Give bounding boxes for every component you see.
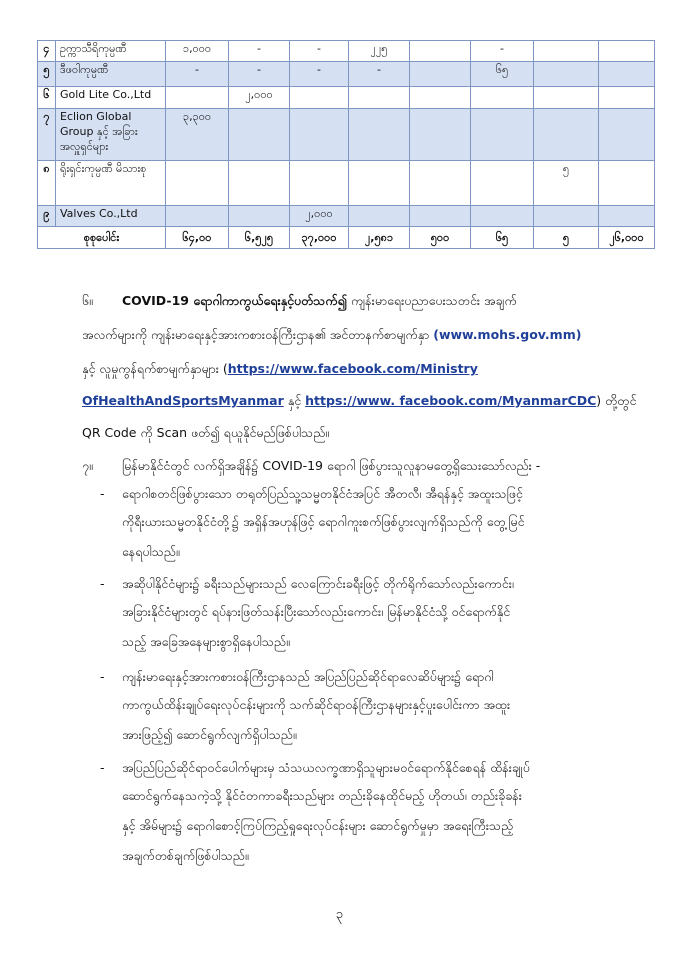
bullet-line: အဆိုပါနိုင်ငံများ၌ ခရီးသည်များသည် လေကြောင်းခရီးဖြင့် တိုက်ရိုက်သော်လည်းကောင်း၊ — [122, 576, 514, 591]
table-row — [38, 87, 655, 109]
table-cell — [471, 206, 534, 227]
table-cell: - — [166, 62, 229, 87]
bullet-line: ကိုရီးယားသမ္မတနိုင်ငံတို့၌ အရှိန်အဟုန်ဖြင့် ရောဂါကူးစက်ဖြစ်ပွားလျက်ရှိသည်ကို တွေ့မြင် — [122, 514, 525, 529]
text: မြန်မာနိုင်ငံတွင် လက်ရှိအချိန်၌ COVID-19 ရောဂါ ဖြစ်ပွားသူလူနာမတွေ့ရှိသေးသော်လည်း - — [122, 458, 541, 473]
table-cell: - — [229, 41, 290, 62]
bullet-text — [122, 755, 638, 873]
bullet-dash: - — [100, 576, 105, 591]
table-row — [38, 161, 655, 206]
bullet-line: အခြားနိုင်ငံများတွင် ရပ်နားဖြတ်သန်းပြီးသော်လည်းကောင်း၊ မြန်မာနိုင်ငံသို့ ဝင်ရောက်နိုင် — [122, 604, 511, 619]
table-cell — [534, 62, 599, 87]
table-cell — [599, 206, 655, 227]
donor-name: ရိုးရှင်းကုမ္ပဏီ မိသားစု — [56, 161, 166, 206]
bullet-dash: - — [100, 669, 105, 684]
paragraph-number: ၇။ — [82, 458, 93, 473]
table-cell: ၃,၃၀၀ — [166, 109, 229, 161]
table-cell: - — [290, 41, 349, 62]
table-cell — [534, 206, 599, 227]
total-row — [38, 227, 655, 249]
donor-name: Gold Lite Co.,Ltd — [56, 87, 166, 109]
total-cell: ၂,၅၈၁ — [349, 227, 410, 249]
text: QR Code ကို Scan ဖတ်၍ ရယူနိုင်မည်ဖြစ်ပါသည်။ — [82, 425, 330, 440]
total-cell: ၆၅ — [471, 227, 534, 249]
total-cell: ၃၇,၀၀၀ — [290, 227, 349, 249]
table-cell — [599, 41, 655, 62]
table-cell: ၂၂၅ — [349, 41, 410, 62]
table-cell — [290, 87, 349, 109]
bullet-text — [122, 664, 638, 752]
table-cell — [349, 206, 410, 227]
bullet-line: အပြည်ပြည်ဆိုင်ရာဝင်ပေါက်များမှ သံသယလက္ခဏာရှိသူများမဝင်ရောက်နိုင်စေရန် ထိန်းချုပ် — [122, 760, 530, 775]
bullet-dash: - — [100, 486, 105, 501]
total-cell: ၂၆,၀၀၀ — [599, 227, 655, 249]
table-cell — [599, 87, 655, 109]
bullet-line: ဆောင်ရွက်နေသကဲ့သို့ နိုင်ငံတကာခရီးသည်များ တည်းခိုနေထိုင်မည့် ဟိုတယ်၊ တည်းခိုခန်း — [122, 788, 522, 803]
table-cell — [290, 109, 349, 161]
text: နှင့် — [283, 393, 306, 408]
page-number: ၃ — [335, 907, 344, 922]
table-cell — [534, 41, 599, 62]
bullet-text — [122, 571, 638, 659]
table-cell — [349, 161, 410, 206]
table-cell — [471, 87, 534, 109]
text: နှင့် လူမှုကွန်ရက်စာမျက်နှာများ ( — [82, 361, 228, 376]
donor-name: ဥက္ကာသီရိကုမ္ပဏီ — [56, 41, 166, 62]
text: ကျန်းမာရေးပညာပေးသတင်း အချက် — [350, 293, 517, 308]
table-cell — [410, 206, 471, 227]
covid-heading: COVID-19 ရောဂါကာကွယ်ရေးနှင့်ပတ်သက်၍ — [122, 293, 347, 308]
table-cell: ၂,၀၀၀ — [290, 206, 349, 227]
row-number: ၉ — [38, 206, 56, 227]
bullet-line: အချက်တစ်ချက်ဖြစ်ပါသည်။ — [122, 848, 249, 863]
table-cell — [410, 161, 471, 206]
donor-name: Eclion Global Group နှင့် အခြား အလှူရှင်များ — [56, 109, 166, 161]
table-cell — [534, 109, 599, 161]
table-cell — [166, 87, 229, 109]
table-row — [38, 109, 655, 161]
table-cell — [166, 161, 229, 206]
row-number: ၇ — [38, 109, 56, 161]
table-row — [38, 62, 655, 87]
table-cell — [534, 87, 599, 109]
table-cell: - — [290, 62, 349, 87]
table-cell — [410, 87, 471, 109]
bullet-line: အားဖြည့်၍ ဆောင်ရွက်လျက်ရှိပါသည်။ — [122, 727, 297, 742]
table-cell — [290, 161, 349, 206]
table-cell: ၁,၀၀၀ — [166, 41, 229, 62]
table-cell: ၆၅ — [471, 62, 534, 87]
mohs-website-link[interactable]: (www.mohs.gov.mm) — [433, 327, 582, 342]
donor-name: ဒီဖဝါကုမ္ပဏီ — [56, 62, 166, 87]
table-cell — [471, 161, 534, 206]
table-cell: ၂,၀၀၀ — [229, 87, 290, 109]
table-cell — [471, 109, 534, 161]
total-cell: ၆၄,၀၀ — [166, 227, 229, 249]
table-cell — [229, 161, 290, 206]
bullet-text — [122, 481, 638, 569]
donation-table — [37, 40, 655, 249]
paragraph-number: ၆။ — [82, 293, 93, 308]
text: ) တို့တွင် — [596, 393, 637, 408]
table-cell — [410, 41, 471, 62]
table-cell — [599, 109, 655, 161]
donor-name: Valves Co.,Ltd — [56, 206, 166, 227]
table-cell: - — [229, 62, 290, 87]
table-cell — [229, 206, 290, 227]
table-row — [38, 206, 655, 227]
row-number: ၄ — [38, 41, 56, 62]
facebook-cdc-link[interactable]: https://www. facebook.com/MyanmarCDC — [305, 393, 597, 408]
row-number: ၅ — [38, 62, 56, 87]
bullet-line: သည့် အခြေအနေများစွာရှိနေပါသည်။ — [122, 634, 290, 649]
table-cell — [410, 62, 471, 87]
total-cell: ၆,၅၂၅ — [229, 227, 290, 249]
table-cell: ၅ — [534, 161, 599, 206]
bullet-dash: - — [100, 760, 105, 775]
table-row — [38, 41, 655, 62]
bullet-line: ကာကွယ်ထိန်းချုပ်ရေးလုပ်ငန်းများကို သက်ဆိုင်ရာဝန်ကြီးဌာနများနှင့်ပူးပေါင်းကာ အထူး — [122, 697, 511, 712]
table-cell — [349, 109, 410, 161]
bullet-line: နှင့် အိမ်များ၌ ရောဂါစောင့်ကြပ်ကြည့်ရှုရေးလုပ်ငန်းများ ဆောင်ရွက်မှုမှာ အရေးကြီးသည့် — [122, 818, 514, 833]
total-cell: ၅၀၀ — [410, 227, 471, 249]
table-cell: - — [349, 62, 410, 87]
bullet-line: နေရပါသည်။ — [122, 544, 180, 559]
bullet-line: ကျန်းမာရေးနှင့်အားကစားဝန်ကြီးဌာနသည် အပြည်ပြည်ဆိုင်ရာလေဆိပ်များ၌ ရောဂါ — [122, 669, 494, 684]
table-cell — [229, 109, 290, 161]
text: အလက်များကို ကျန်းမာရေးနှင့်အားကစားဝန်ကြီးဌာန၏ အင်တာနက်စာမျက်နှာ — [82, 327, 430, 342]
row-number: ၈ — [38, 161, 56, 206]
total-label: စုစုပေါင်း — [38, 227, 166, 249]
total-cell: ၅ — [534, 227, 599, 249]
bullet-line: ရောဂါစတင်ဖြစ်ပွားသော တရုတ်ပြည်သူ့သမ္မတနိုင်ငံအပြင် အီတလီ၊ အီရန်နှင့် အထူးသဖြင့် — [122, 486, 523, 501]
facebook-ministry-link[interactable]: https://www.facebook.com/Ministry — [227, 361, 478, 376]
facebook-ministry-link-cont[interactable]: OfHealthAndSportsMyanmar — [82, 393, 284, 408]
table-cell — [349, 87, 410, 109]
row-number: ၆ — [38, 87, 56, 109]
table-cell — [599, 62, 655, 87]
table-cell — [166, 206, 229, 227]
table-cell — [410, 109, 471, 161]
table-cell — [599, 161, 655, 206]
table-cell: - — [471, 41, 534, 62]
